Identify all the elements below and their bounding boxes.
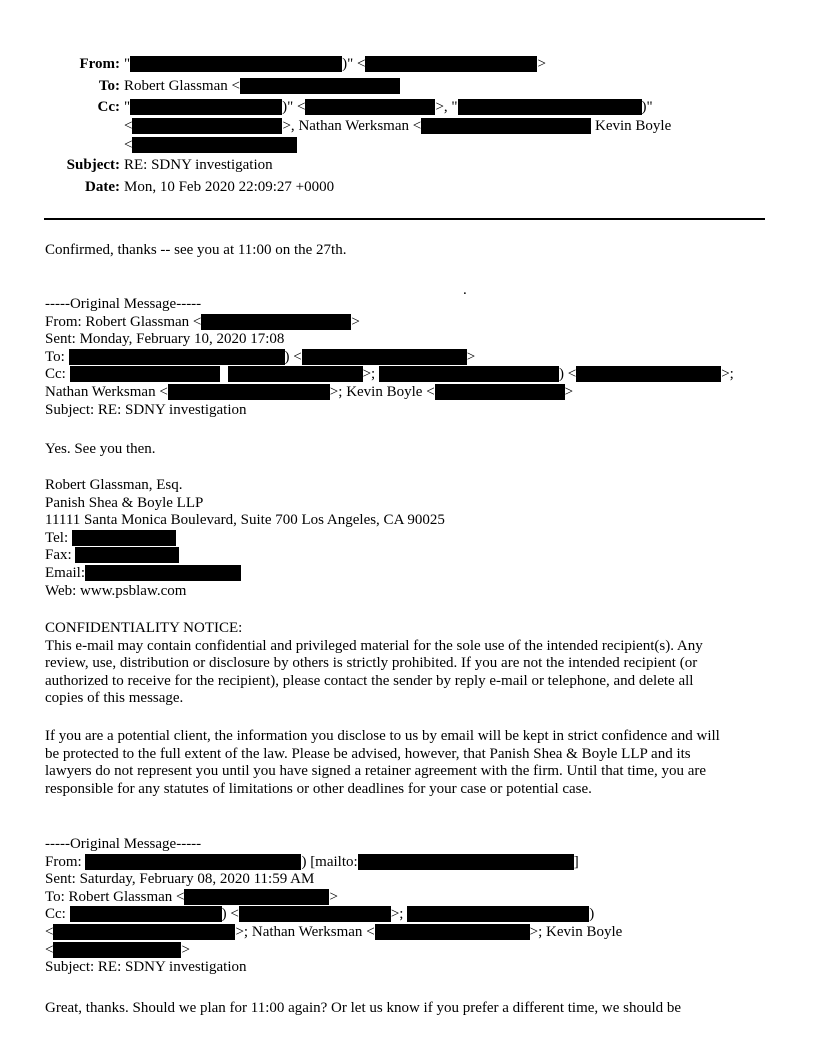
msg1-subject: Subject: RE: SDNY investigation [45,401,247,418]
date-value: Mon, 10 Feb 2020 22:09:27 +0000 [124,179,335,195]
cc-kevin: Kevin Boyle [594,118,672,134]
divider-text: -----Original Message----- [45,296,202,312]
msg1-kevin: Kevin Boyle [346,383,423,400]
to-name: Robert Glassman [124,78,228,94]
msg1-from: From: Robert Glassman [45,313,190,330]
redaction-bar [132,137,297,153]
sig-tel: Tel: [45,529,69,546]
redaction-bar [69,349,285,365]
redaction-bar [53,924,235,940]
to-label: To: [98,78,120,94]
msg2-sent: Sent: Saturday, February 08, 2020 11:59 AM [45,871,315,888]
redaction-bar [421,118,591,134]
redaction-bar [365,56,537,72]
notice-line: authorized to receive for the recipient), please contact the sender by reply e-mail or telephone, and delete all [45,672,694,689]
sig-fax: Fax: [45,547,72,564]
confidentiality-notice [45,620,703,708]
redaction-bar [130,56,342,72]
original-message-1: -----Original Message----- From: Robert Glassman < > Sent: Monday, February 10, 2020 17:08 To: ) < > Cc: >; ) < >; Nathan Werksman < >; Kevin Boyle < > Subject: RE: SDNY investigation [45,296,734,418]
redaction-bar [435,384,565,400]
redaction-bar [228,366,363,382]
redaction-bar [576,366,721,382]
redaction-bar [375,924,530,940]
redaction-bar [305,99,435,115]
msg1-cc: Cc: [45,366,66,383]
sig-address: 11111 Santa Monica Boulevard, Suite 700 Los Angeles, CA 90025 [45,512,445,529]
cc-label: Cc: [97,99,120,115]
redaction-bar [302,349,467,365]
redaction-bar [53,942,181,958]
msg2-subject: Subject: RE: SDNY investigation [45,959,247,976]
client-notice [45,728,720,798]
redaction-bar [458,99,642,115]
msg2-from: From: [45,853,82,870]
date-label: Date: [85,179,120,195]
header-divider [44,218,765,220]
redaction-bar [168,384,330,400]
notice-line: review, use, distribution or disclosure by others is strictly prohibited. If you are not the intended recipient (or [45,655,698,672]
msg2-to: To: Robert Glassman [45,888,173,905]
notice-line: copies of this message. [45,690,184,707]
notice-line: This e-mail may contain confidential and privileged material for the sole use of the intended recipient(s). Any [45,637,703,654]
from-label: From: [79,56,120,72]
redaction-bar [75,547,179,563]
msg2-kevin: Kevin Boyle [546,923,623,940]
redaction-bar [184,889,329,905]
sig-email: Email: [45,564,85,581]
redaction-bar [85,565,241,581]
stray-mark: . [463,282,467,298]
redaction-bar [132,118,282,134]
msg1-nathan: Nathan Werksman [45,383,156,400]
reply-text: Confirmed, thanks -- see you at 11:00 on the 27th. [45,242,347,258]
msg1-sent: Sent: Monday, February 10, 2020 17:08 [45,331,285,348]
msg2-mailto: [mailto: [310,853,358,870]
client-line: be protected to the full extent of the law. Please be advised, however, that Panish Shea & Boyle LLP and its [45,745,691,762]
redaction-bar [379,366,559,382]
msg2-cc: Cc: [45,906,66,923]
redaction-bar [240,78,400,94]
signature-block [45,477,445,600]
header-cc-row-3: < [124,135,297,155]
redaction-bar [72,530,176,546]
sig-firm: Panish Shea & Boyle LLP [45,494,204,511]
client-line: If you are a potential client, the information you disclose to us by email will be kept in strict confidence and will [45,728,720,744]
msg1-to: To: [45,348,65,365]
sig-name: Robert Glassman, Esq. [45,477,183,493]
msg2-body: Great, thanks. Should we plan for 11:00 again? Or let us know if you prefer a different time, we should be [45,1000,682,1016]
sig-web: Web: www.psblaw.com [45,582,187,599]
redaction-bar [70,906,222,922]
redaction-bar [239,906,391,922]
redaction-bar [130,99,282,115]
redaction-bar [358,854,574,870]
subject-label: Subject: [66,157,120,173]
redaction-bar [70,366,220,382]
subject-value: RE: SDNY investigation [124,157,273,173]
msg1-body: Yes. See you then. [45,441,156,457]
client-line: lawyers do not represent you until you have signed a retainer agreement with the firm. Until that time, you are [45,763,707,780]
divider-text: -----Original Message----- [45,836,202,852]
original-message-2: -----Original Message----- From: ) [mailto: ] Sent: Saturday, February 08, 2020 11:59 AM To: Robert Glassman < > Cc: ) < >; ) < >; Nathan Werksman < >; Kevin Boyle < > Subject: RE: SDNY investigation [45,836,623,976]
redaction-bar [85,854,301,870]
notice-title: CONFIDENTIALITY NOTICE: [45,620,243,636]
msg2-nathan: Nathan Werksman [251,923,363,940]
client-line: responsible for any statutes of limitations or other deadlines for your case or potential case. [45,780,592,797]
redaction-bar [201,314,351,330]
header-cc-row-2: < >, Nathan Werksman < Kevin Boyle [124,118,672,134]
cc-nathan: Nathan Werksman [298,118,410,134]
redaction-bar [407,906,589,922]
